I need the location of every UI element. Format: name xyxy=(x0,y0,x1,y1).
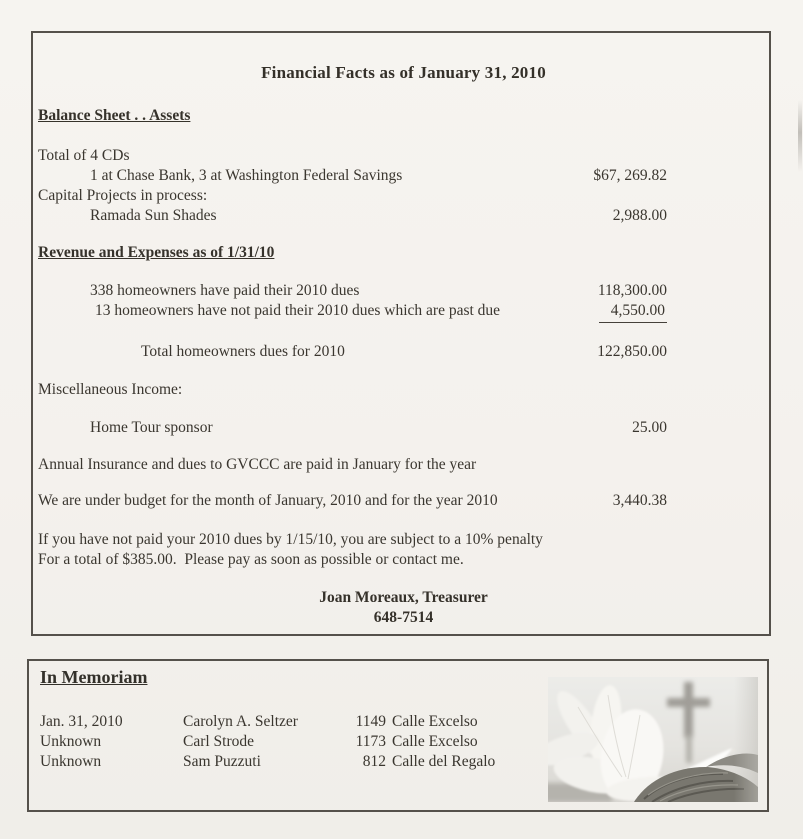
lily-with-cross-photo xyxy=(548,677,758,802)
budget-note-text: We are under budget for the month of January, 2010 and for the year 2010 xyxy=(38,492,498,509)
financial-facts-panel xyxy=(31,31,771,636)
memoriam-street: Calle del Regalo xyxy=(392,753,496,770)
capital-projects-label: Capital Projects in process: xyxy=(38,187,208,204)
cds-detail-label: 1 at Chase Bank, 3 at Washington Federal Savings xyxy=(90,167,403,184)
memoriam-name: Carolyn A. Seltzer xyxy=(183,713,298,730)
home-tour-amount: 25.00 xyxy=(632,419,667,436)
budget-amount: 3,440.38 xyxy=(612,492,667,509)
line-capital-projects xyxy=(38,186,769,206)
signature-name: Joan Moreaux, Treasurer xyxy=(319,589,488,606)
line-penalty-2 xyxy=(38,550,769,570)
memoriam-address xyxy=(348,712,478,732)
paid-dues-amount: 118,300.00 xyxy=(597,282,667,299)
scan-artifact-streak xyxy=(798,100,802,172)
memoriam-date: Unknown xyxy=(40,753,102,770)
total-cds-label: Total of 4 CDs xyxy=(38,147,130,164)
ramada-amount: 2,988.00 xyxy=(612,207,667,224)
memoriam-house-number: 1173 xyxy=(355,733,386,750)
paid-dues-label: 338 homeowners have paid their 2010 dues xyxy=(90,282,360,299)
memoriam-name: Carl Strode xyxy=(183,733,255,750)
line-budget-note xyxy=(38,491,769,511)
line-cds-detail xyxy=(38,166,769,186)
signature-phone: 648-7514 xyxy=(373,609,434,626)
line-total-cds xyxy=(38,146,769,166)
misc-income-label: Miscellaneous Income: xyxy=(38,381,183,398)
memoriam-name: Sam Puzzuti xyxy=(183,753,261,770)
memoriam-street: Calle Excelso xyxy=(392,713,478,730)
line-misc-income xyxy=(38,380,769,400)
total-dues-label: Total homeowners dues for 2010 xyxy=(141,343,345,360)
line-paid-dues xyxy=(38,281,769,301)
memoriam-address xyxy=(348,732,478,752)
memoriam-address xyxy=(348,752,495,772)
in-memoriam-panel xyxy=(27,659,769,812)
revenue-expenses-heading: Revenue and Expenses as of 1/31/10 xyxy=(38,244,275,261)
memoriam-date: Unknown xyxy=(40,733,102,750)
line-penalty-1 xyxy=(38,530,769,550)
lily-with-cross-illustration xyxy=(548,677,758,802)
total-dues-amount: 122,850.00 xyxy=(597,343,667,360)
memoriam-house-number: 1149 xyxy=(355,713,386,730)
memoriam-street: Calle Excelso xyxy=(392,733,478,750)
ramada-label: Ramada Sun Shades xyxy=(90,207,217,224)
line-ramada xyxy=(38,206,769,226)
balance-sheet-heading: Balance Sheet . . Assets xyxy=(38,107,191,124)
line-total-dues xyxy=(38,342,769,362)
memoriam-date: Jan. 31, 2010 xyxy=(40,713,123,730)
line-insurance-note xyxy=(38,455,769,475)
memoriam-house-number: 812 xyxy=(362,753,386,770)
unpaid-dues-amount: 4,550.00 xyxy=(599,301,667,323)
cds-detail-amount: $67, 269.82 xyxy=(593,167,667,184)
home-tour-label: Home Tour sponsor xyxy=(90,419,213,436)
line-unpaid-dues xyxy=(38,301,769,323)
penalty-text-line2: For a total of $385.00. Please pay as soon as possible or contact me. xyxy=(38,551,464,568)
unpaid-dues-amount-wrap xyxy=(599,301,769,323)
insurance-note-text: Annual Insurance and dues to GVCCC are paid in January for the year xyxy=(38,456,477,473)
in-memoriam-heading: In Memoriam xyxy=(40,667,148,687)
unpaid-dues-label: 13 homeowners have not paid their 2010 dues which are past due xyxy=(95,302,501,319)
penalty-text-line1: If you have not paid your 2010 dues by 1/15/10, you are subject to a 10% penalty xyxy=(38,531,543,548)
line-home-tour xyxy=(38,418,769,438)
page-title: Financial Facts as of January 31, 2010 xyxy=(261,63,546,82)
